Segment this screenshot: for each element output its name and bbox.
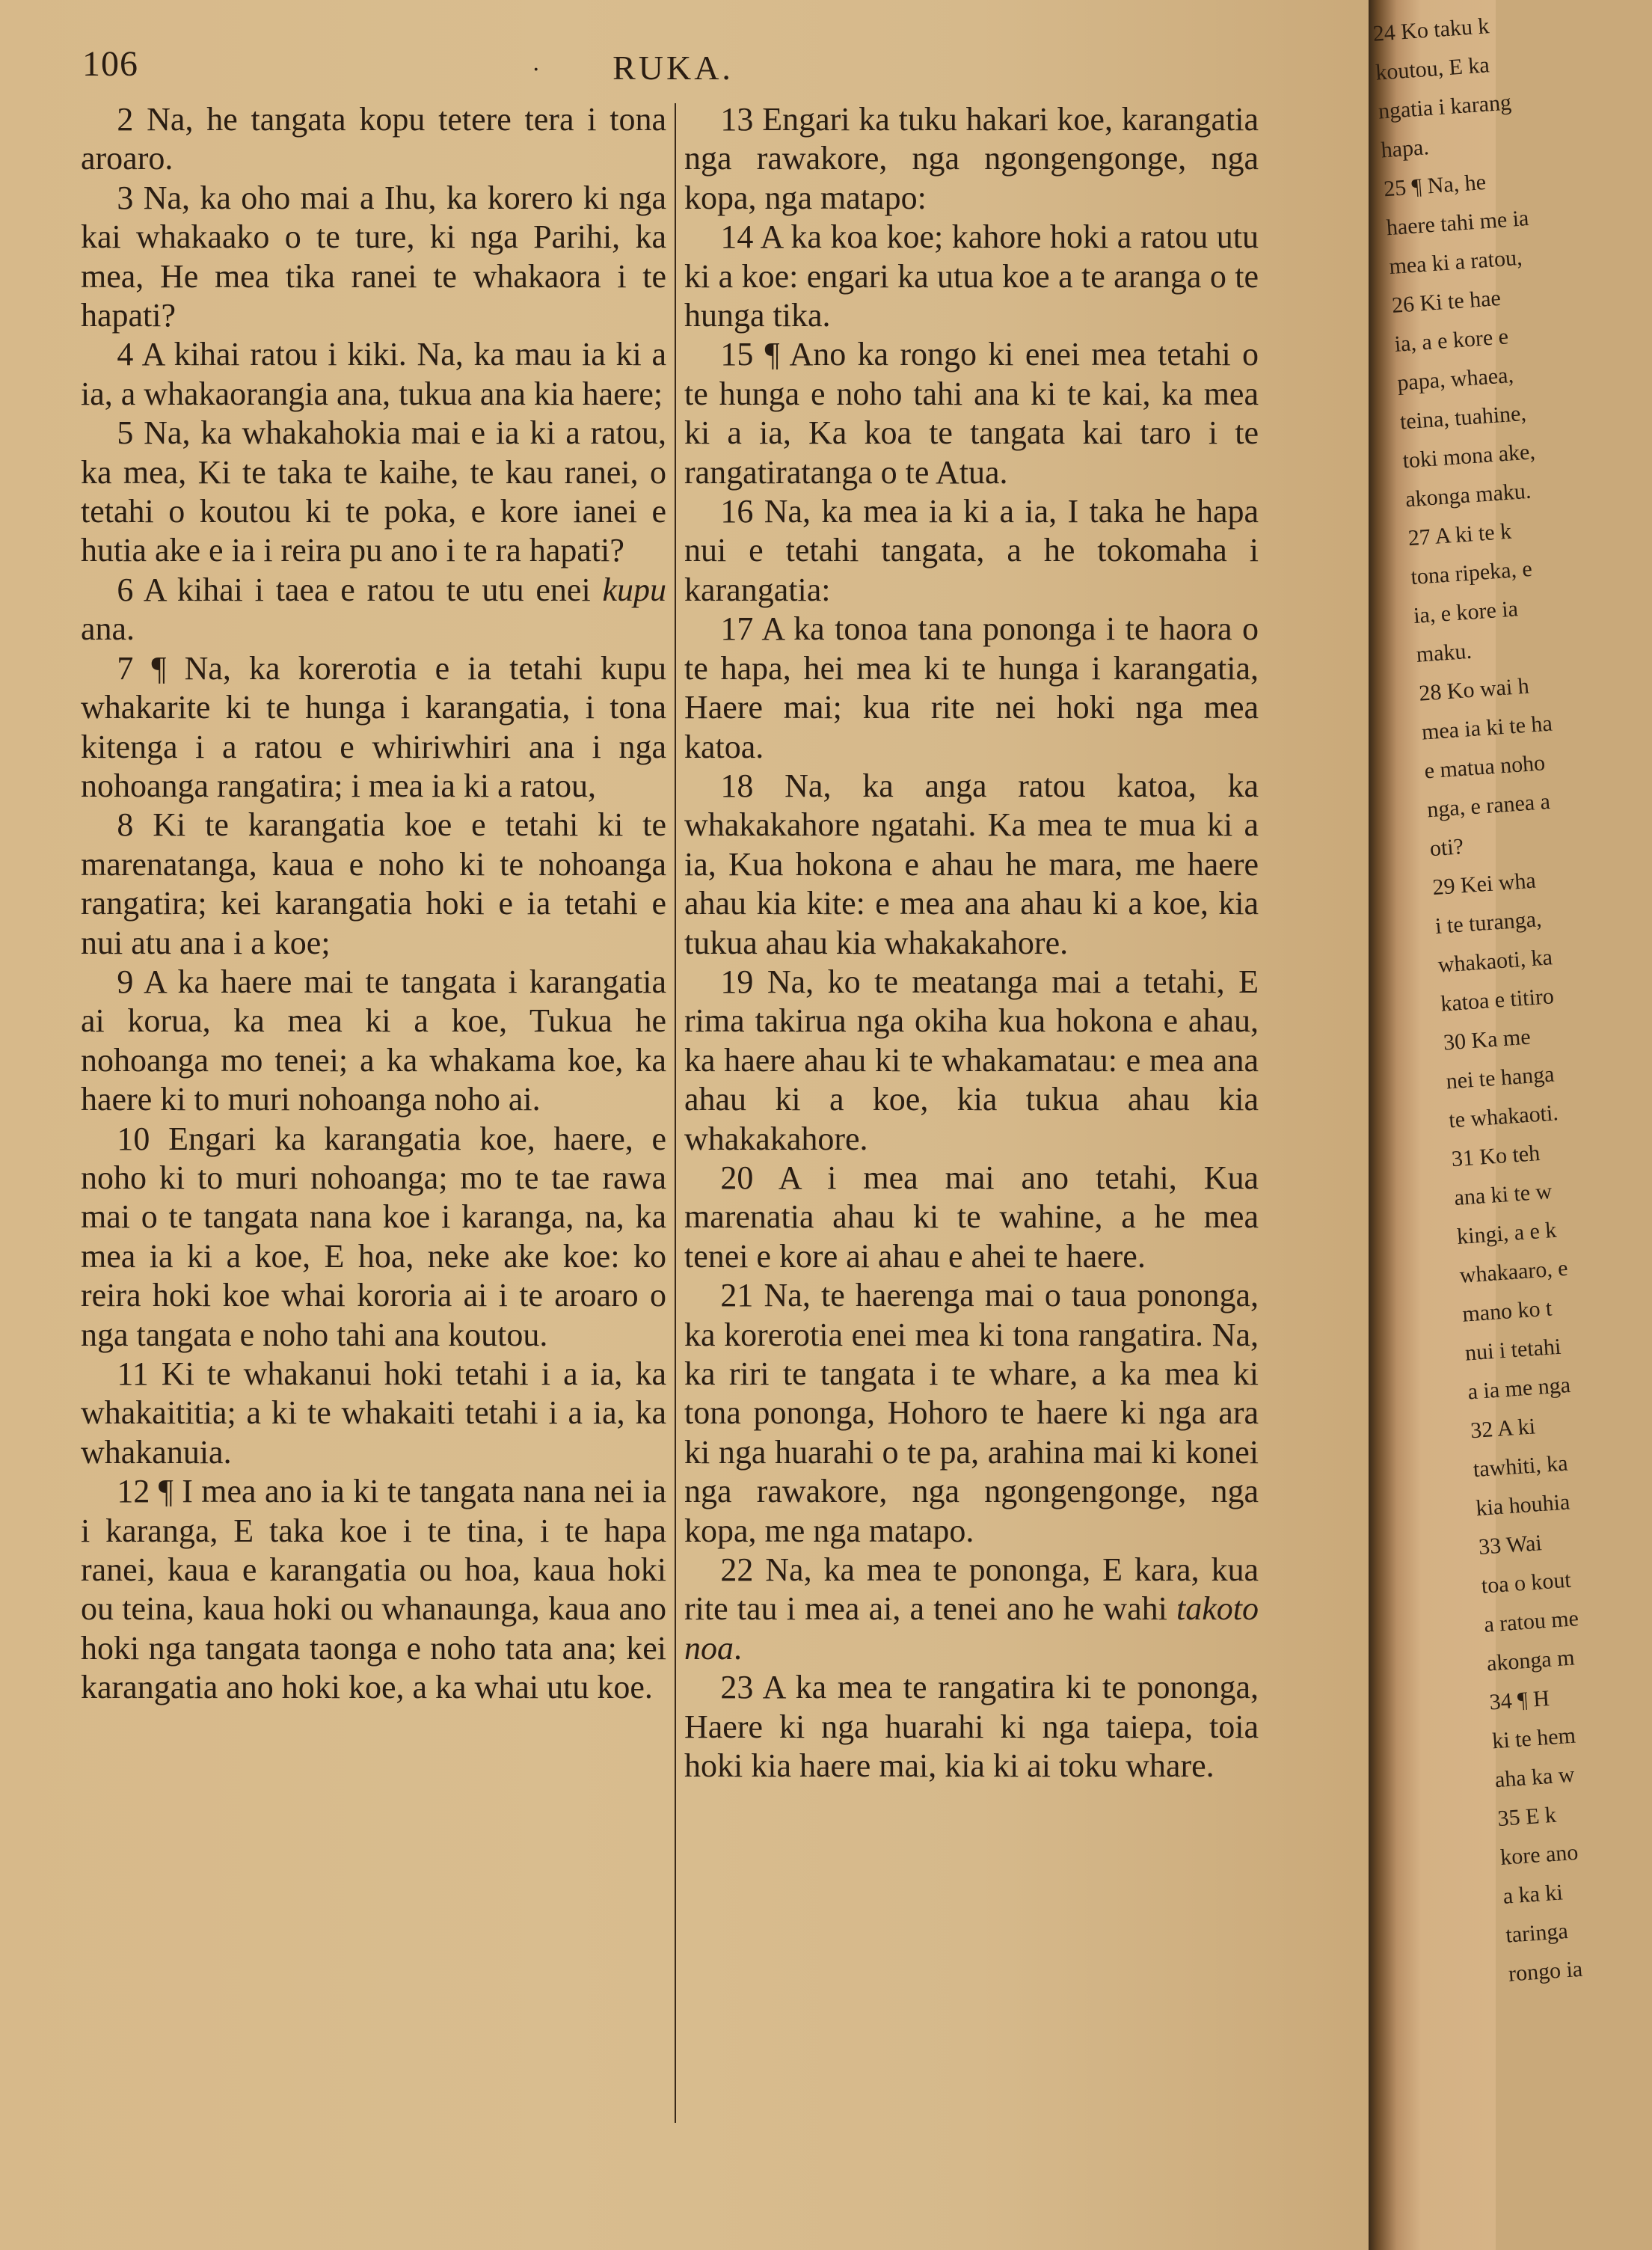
adjacent-page-line: toki mona ake, — [1401, 439, 1536, 473]
adjacent-page-line: 25 ¶ Na, he — [1383, 169, 1487, 202]
adjacent-page-line: e matua noho — [1423, 750, 1547, 784]
adjacent-page-line: nei te hanga — [1445, 1061, 1556, 1094]
column-rule — [675, 103, 676, 2123]
page-number: 106 — [82, 44, 138, 84]
adjacent-page-line: nga, e ranea a — [1426, 788, 1551, 823]
adjacent-page-line: 29 Kei wha — [1431, 868, 1537, 901]
adjacent-page-line: papa, whaea, — [1396, 362, 1514, 396]
adjacent-page-line: tawhiti, ka — [1472, 1450, 1569, 1483]
adjacent-page-line: kore ano — [1499, 1839, 1579, 1870]
adjacent-page-line: 35 E k — [1496, 1802, 1557, 1832]
adjacent-page-line: te whakaoti. — [1448, 1100, 1559, 1133]
adjacent-page-line: nui i tetahi — [1464, 1334, 1562, 1366]
verse: 15 ¶ Ano ka rongo ki enei mea tetahi o te hunga e noho tahi ana ki te kai, ka mea ki a ia, Ka koa te tangata kai taro i te rangatiratanga o te Atua. — [684, 336, 1259, 491]
adjacent-page-line: 33 Wai — [1478, 1530, 1543, 1560]
adjacent-page-line: 30 Ka me — [1442, 1024, 1532, 1055]
adjacent-page-line: mea ia ki te ha — [1420, 711, 1553, 745]
verse: 20 A i mea mai ano tetahi, Kua marenatia ahau ki te wahine, a he mea tenei e kore ai ahau e ahei te haere. — [684, 1159, 1259, 1275]
adjacent-page-line: maku. — [1415, 638, 1473, 667]
adjacent-page-line: a ratou me — [1483, 1605, 1579, 1637]
adjacent-page-line: a ia me nga — [1467, 1372, 1571, 1405]
verse: 10 Engari ka karangatia koe, haere, e noho ki to muri nohoanga; mo te tae rawa mai o te tangata nana koe i karanga, na, ka mea ia ki a koe, E hoa, neke ake koe: ko reira hoki koe whai kororia ai i te aroaro o nga tangata e noho tahi ana koutou. — [81, 1120, 666, 1353]
adjacent-page-line: katoa e titiro — [1440, 984, 1555, 1017]
adjacent-page-line: i te turanga, — [1434, 907, 1543, 939]
left-column — [81, 100, 666, 1708]
adjacent-page-line: rongo ia — [1507, 1956, 1584, 1987]
adjacent-page-line: whakaoti, ka — [1437, 945, 1553, 978]
adjacent-page-line: 26 Ki te hae — [1391, 285, 1502, 319]
adjacent-page-line: 27 A ki te k — [1407, 518, 1513, 551]
verse-italic: takoto noa — [684, 1590, 1259, 1667]
verse: 7 ¶ Na, ka korerotia e ia tetahi kupu whakarite ki te hunga i karangatia, i tona kitenga i a ratou e whiriwhiri ana i nga nohoanga rangatira; i mea ia ki a ratou, — [81, 649, 666, 804]
verse: 13 Engari ka tuku hakari koe, karangatia nga rawakore, nga ngongengonge, nga kopa, nga matapo: — [684, 101, 1259, 216]
verse: 8 Ki te karangatia koe e tetahi ki te marenatanga, kaua e noho ki te nohoanga rangatira; kei karangatia hoki e ia tetahi e nui atu ana i a koe; — [81, 806, 666, 961]
adjacent-page-line: tona ripeka, e — [1410, 556, 1533, 590]
verse: 17 A ka tonoa tana pononga i te haora o te hapa, hei mea ki te hunga i karangatia, Haere mai; kua rite nei hoki nga mea katoa. — [684, 610, 1259, 765]
verse-italic: kupu — [602, 571, 666, 608]
adjacent-page-line: hapa. — [1380, 135, 1430, 163]
adjacent-page-line: ngatia i karang — [1377, 90, 1513, 124]
running-head: RUKA. — [612, 49, 734, 87]
adjacent-page-line: 24 Ko taku k — [1372, 13, 1490, 46]
adjacent-page-line: mano ko t — [1461, 1296, 1553, 1327]
verse — [81, 571, 666, 649]
verse — [684, 1551, 1259, 1668]
adjacent-page-line: toa o kout — [1480, 1567, 1572, 1598]
verse-text: 6 A kihai i taea e ratou te utu enei — [117, 571, 603, 608]
verse: 12 ¶ I mea ano ia ki te tangata nana nei ia i karanga, E taka koe i te tina, i te hapa ranei, kaua e karangatia ou hoa, kaua hoki ou teina, kaua hoki ou whanaunga, kaua ano hoki nga tangata taonga e noho tata ana; kei karangatia ano hoki koe, a ka whai utu koe. — [81, 1473, 666, 1706]
verse: 3 Na, ka oho mai a Ihu, ka korero ki nga kai whakaako o te ture, ki nga Parihi, ka mea, He mea tika ranei te whakaora i te hapati? — [81, 179, 666, 334]
verse: 2 Na, he tangata kopu tetere tera i tona aroaro. — [81, 101, 666, 177]
adjacent-page-line: ana ki te w — [1453, 1179, 1553, 1211]
adjacent-page-line: kia houhia — [1475, 1489, 1571, 1521]
verse: 23 A ka mea te rangatira ki te pononga, Haere ki nga huarahi ki nga taiepa, toia hoki kia haere mai, kia ki ai toku whare. — [684, 1669, 1259, 1785]
adjacent-page-line: teina, tuahine, — [1398, 400, 1527, 435]
adjacent-page-line: 28 Ko wai h — [1418, 673, 1530, 706]
verse: 11 Ki te whakanui hoki tetahi i a ia, ka whakaititia; a ki te whakaiti tetahi i a ia, ka whakanuia. — [81, 1355, 666, 1471]
adjacent-page-line: 32 A ki — [1470, 1414, 1537, 1444]
verse-text: 22 Na, ka mea te pononga, E kara, kua rite tau i mea ai, a tenei ano he wahi — [684, 1551, 1259, 1628]
adjacent-page-line: 34 ¶ H — [1488, 1685, 1550, 1715]
adjacent-page-line: koutou, E ka — [1375, 52, 1490, 85]
adjacent-page-line: a ka ki — [1502, 1880, 1564, 1909]
adjacent-page-line: taringa — [1505, 1918, 1569, 1948]
adjacent-page-line: akonga maku. — [1404, 478, 1532, 512]
verse: 9 A ka haere mai te tangata i karangatia ai korua, ka mea ki a koe, Tukua he nohoanga mo tenei; a ka whakama koe, ka haere ki to muri nohoanga noho ai. — [81, 963, 666, 1118]
verse: 16 Na, ka mea ia ki a ia, I taka he hapa nui e tetahi tangata, a he tokomaha i karangatia: — [684, 493, 1259, 608]
adjacent-page-line: haere tahi me ia — [1385, 206, 1530, 241]
verse: 5 Na, ka whakahokia mai e ia ki a ratou, ka mea, Ki te taka te kaihe, te kau ranei, o tetahi o koutou ki te poka, e kore ianei e hutia ake e ia i reira pu ano i te ra hapati? — [81, 414, 666, 569]
adjacent-page-line: oti? — [1428, 834, 1464, 862]
verse: 21 Na, te haerenga mai o taua pononga, ka korerotia enei mea ki tona rangatira. Na, ka riri te tangata i te whare, a ka mea ki tona pononga, Hohoro te haere ki nga ara ki nga huarahi o te pa, arahina mai ki konei nga rawakore, nga ngongengonge, nga kopa, me nga matapo. — [684, 1277, 1259, 1549]
adjacent-page-line: mea ki a ratou, — [1388, 245, 1523, 280]
verse-text: ana. — [81, 610, 135, 648]
adjacent-page-line: ia, a e kore e — [1393, 324, 1509, 357]
adjacent-page-line: ia, e kore ia — [1413, 596, 1519, 628]
verse: 4 A kihai ratou i kiki. Na, ka mau ia ki a ia, a whakaorangia ana, tukua ana kia haere; — [81, 336, 666, 412]
adjacent-page-line: aha ka w — [1493, 1762, 1576, 1793]
verse: 19 Na, ko te meatanga mai a tetahi, E rima takirua nga okiha kua hokona e ahau, ka haere ahau ki te whakamatau: e mea ana ahau ki a koe, kia tukua ahau kia whakakahore. — [684, 963, 1259, 1157]
verse-text: . — [734, 1629, 742, 1667]
adjacent-page-line: kingi, a e k — [1456, 1217, 1558, 1249]
verse: 14 A ka koa koe; kahore hoki a ratou utu ki a koe: engari ka utua koe a te aranga o te hunga tika. — [684, 218, 1259, 334]
header-dot: · — [532, 57, 540, 83]
adjacent-page-line: akonga m — [1485, 1645, 1576, 1676]
right-column — [684, 100, 1259, 1785]
verse: 18 Na, ka anga ratou katoa, ka whakakahore ngatahi. Ka mea te mua ki a ia, Kua hokona e ahau he mara, me haere ahau kia kite: e mea ana ahau ki a koe, kia tukua ahau kia whakakahore. — [684, 767, 1259, 961]
adjacent-page-line: 31 Ko teh — [1450, 1141, 1541, 1172]
adjacent-page-line: ki te hem — [1491, 1723, 1576, 1754]
adjacent-page-line: whakaaro, e — [1458, 1255, 1569, 1288]
